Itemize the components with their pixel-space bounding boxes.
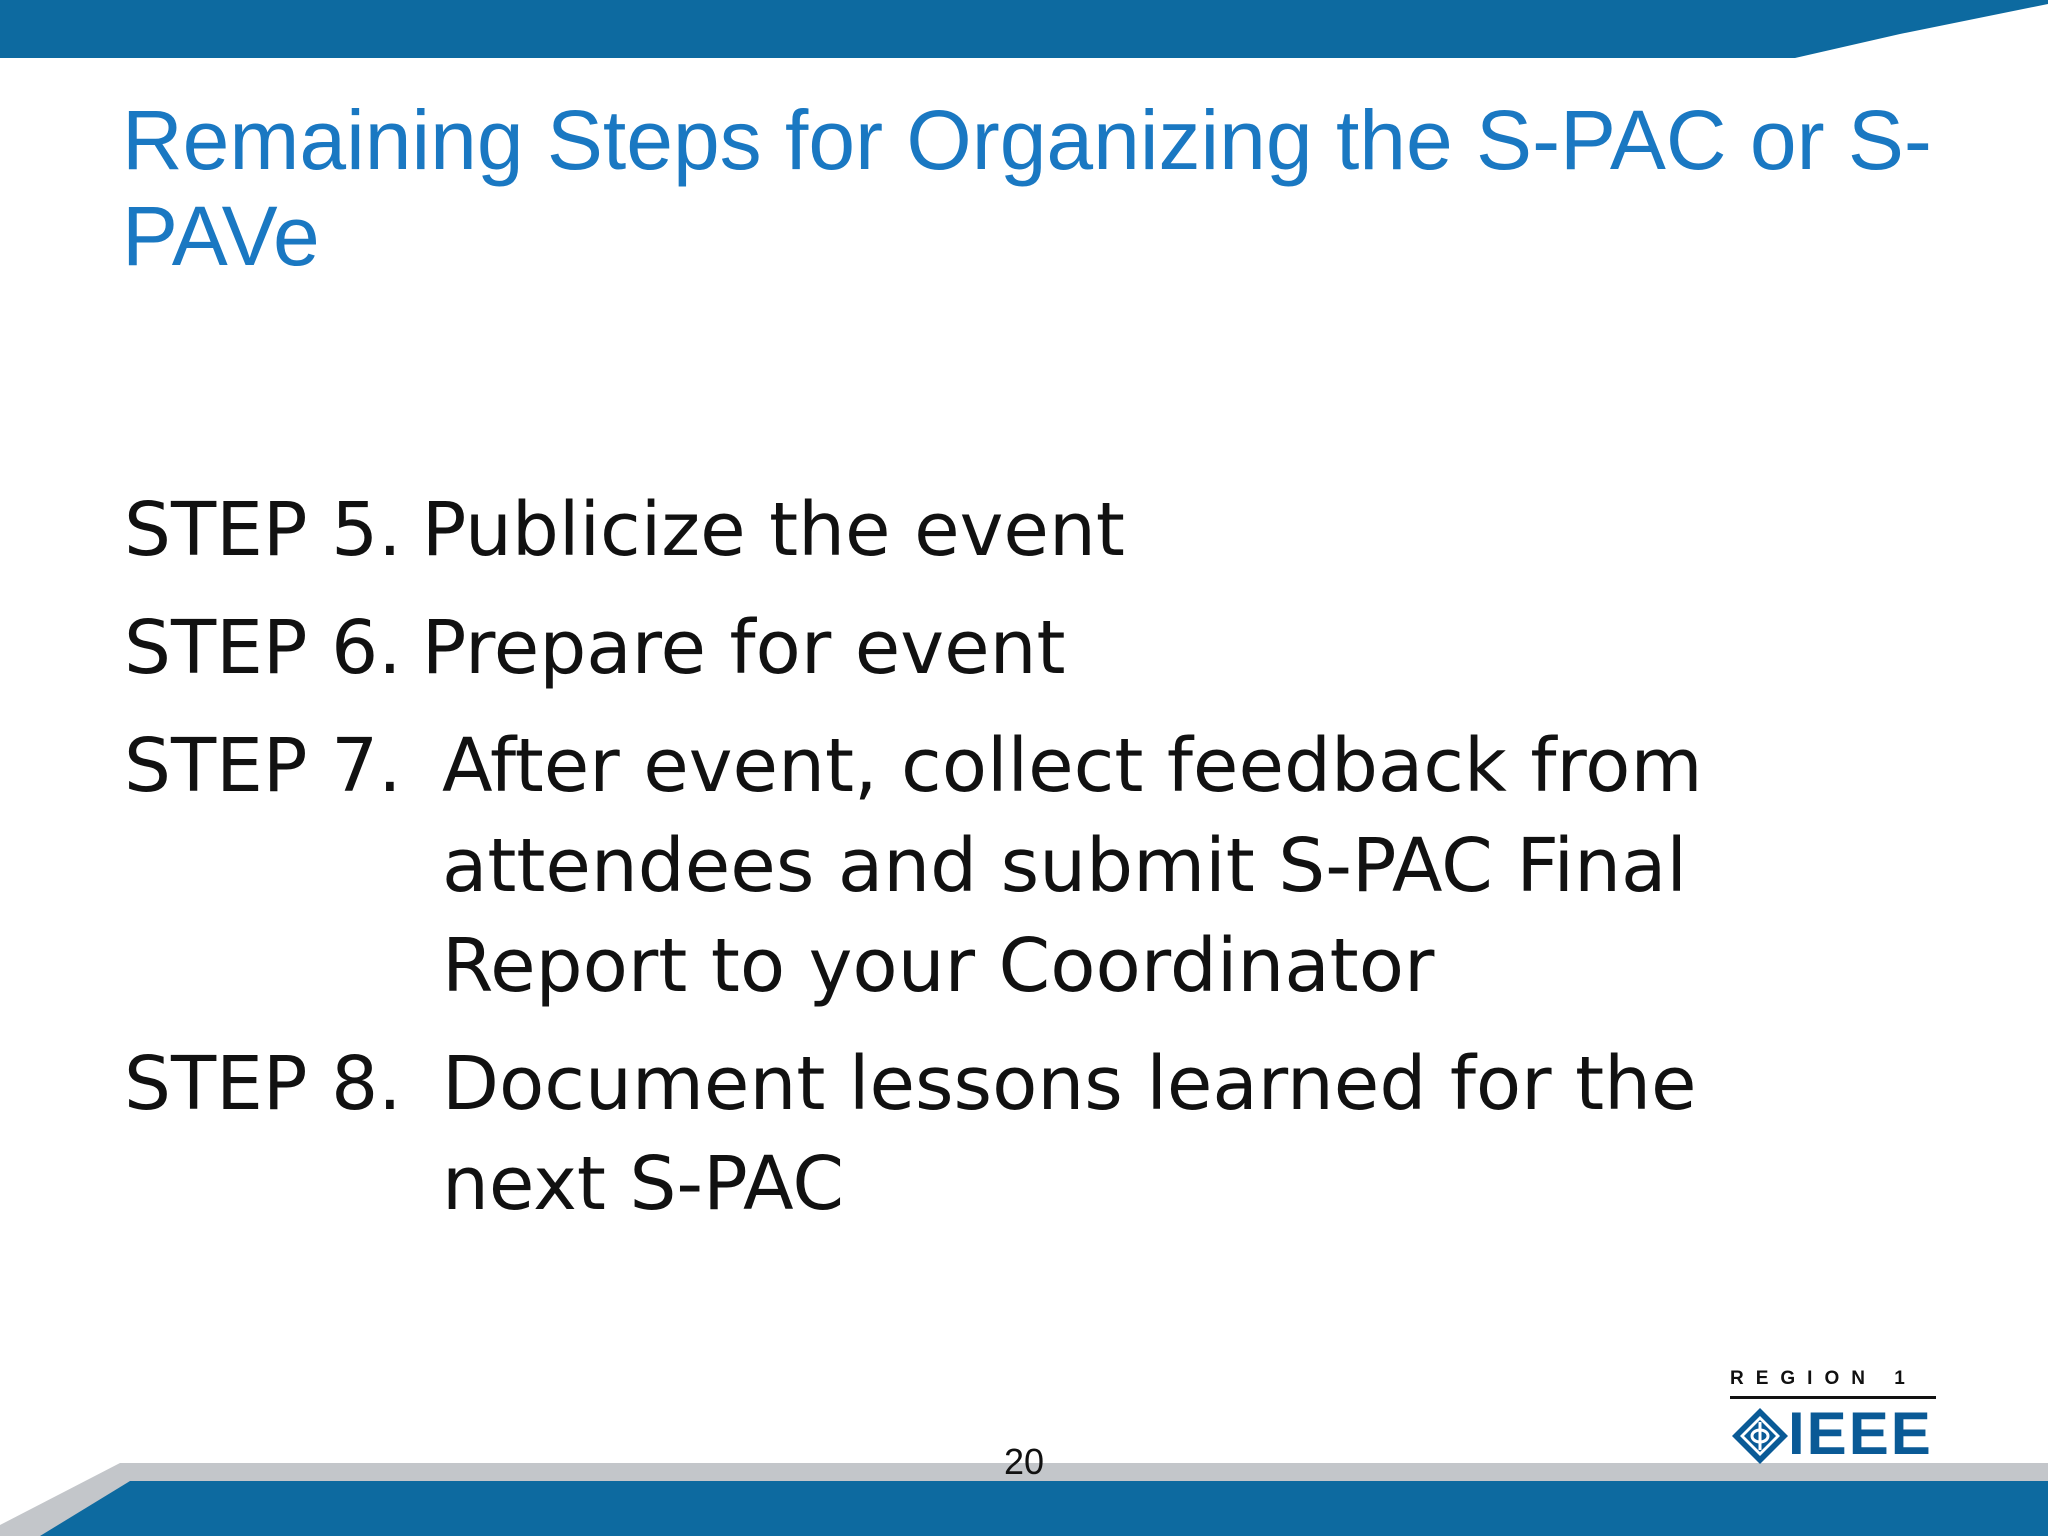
ieee-region-logo (1730, 1368, 1940, 1468)
step-text: Prepare for event (421, 605, 1066, 691)
step-label: STEP 5. (124, 487, 402, 573)
step-label: STEP 8. (124, 1041, 402, 1127)
step-label: STEP 6. (124, 605, 402, 691)
slide-title: Remaining Steps for Organizing the S-PAC or S-PAVe (122, 93, 1932, 283)
step-text: After event, collect feedback from attendees and submit S-PAC Final Report to your Coordinator (442, 723, 1703, 1009)
step-item (124, 598, 2004, 698)
step-item (124, 480, 2004, 580)
region-label: REGION 1 (1730, 1368, 1917, 1389)
step-label: STEP 7. (124, 723, 402, 809)
page-number: 20 (1003, 1441, 1045, 1482)
ieee-wordmark: IEEE (1788, 1400, 1933, 1467)
steps-list (124, 480, 2004, 1252)
step-item (124, 1034, 2004, 1234)
step-text: Document lessons learned for the next S-PAC (442, 1041, 1697, 1227)
top-banner (0, 0, 2048, 60)
region-divider (1730, 1396, 1936, 1399)
step-text: Publicize the event (421, 487, 1125, 573)
ieee-diamond-icon (1730, 1406, 1790, 1466)
step-item (124, 716, 2004, 1016)
